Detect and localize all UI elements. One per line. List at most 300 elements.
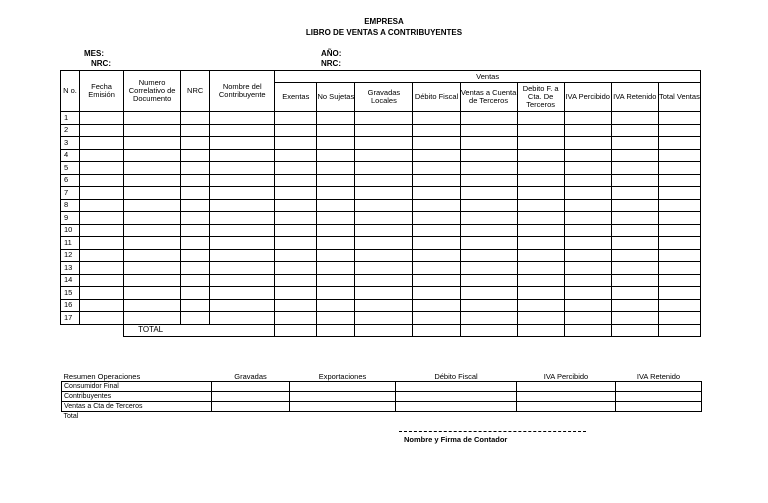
table-cell[interactable] — [275, 274, 317, 287]
total-cell[interactable] — [317, 324, 355, 337]
table-cell[interactable] — [611, 237, 658, 250]
sales-book-table — [60, 70, 701, 337]
table-cell[interactable] — [460, 224, 517, 237]
table-cell[interactable] — [275, 299, 317, 312]
summary-row-contribuyentes: Contribuyentes — [62, 392, 212, 402]
table-cell[interactable] — [413, 237, 460, 250]
table-cell[interactable] — [317, 212, 355, 225]
table-cell[interactable] — [413, 262, 460, 275]
table-cell[interactable] — [413, 224, 460, 237]
table-row — [61, 199, 701, 212]
col-ventas-terceros-header: Ventas a Cuenta de Terceros — [460, 83, 517, 112]
row-number: 11 — [61, 237, 80, 250]
table-cell[interactable] — [80, 312, 124, 325]
table-cell[interactable] — [658, 224, 700, 237]
table-cell[interactable] — [658, 137, 700, 150]
table-cell[interactable] — [317, 262, 355, 275]
table-cell[interactable] — [517, 312, 564, 325]
table-cell[interactable] — [80, 112, 124, 125]
table-cell[interactable] — [80, 237, 124, 250]
summary-cell[interactable] — [517, 382, 616, 392]
table-cell[interactable] — [210, 112, 275, 125]
table-cell[interactable] — [658, 187, 700, 200]
table-cell[interactable] — [317, 299, 355, 312]
table-cell[interactable] — [210, 174, 275, 187]
table-cell[interactable] — [210, 224, 275, 237]
table-cell[interactable] — [413, 187, 460, 200]
total-spacer — [80, 324, 124, 337]
table-cell[interactable] — [80, 174, 124, 187]
summary-cell[interactable] — [396, 392, 517, 402]
table-cell[interactable] — [124, 212, 181, 225]
summary-blank — [396, 412, 517, 422]
summary-cell[interactable] — [290, 382, 396, 392]
table-cell[interactable] — [181, 237, 210, 250]
table-cell[interactable] — [124, 112, 181, 125]
table-row — [61, 162, 701, 175]
table-cell[interactable] — [611, 137, 658, 150]
table-cell[interactable] — [355, 124, 413, 137]
table-cell[interactable] — [317, 162, 355, 175]
col-nombre-header: Nombre del Contribuyente — [210, 71, 275, 112]
table-cell[interactable] — [355, 237, 413, 250]
table-cell[interactable] — [460, 199, 517, 212]
table-cell[interactable] — [80, 124, 124, 137]
table-cell[interactable] — [460, 112, 517, 125]
table-cell[interactable] — [275, 124, 317, 137]
table-cell[interactable] — [124, 287, 181, 300]
table-row — [61, 124, 701, 137]
book-title: LIBRO DE VENTAS A CONTRIBUYENTES — [305, 28, 463, 37]
table-cell[interactable] — [658, 162, 700, 175]
table-cell[interactable] — [80, 274, 124, 287]
table-cell[interactable] — [124, 249, 181, 262]
table-cell[interactable] — [564, 224, 611, 237]
summary-cell[interactable] — [212, 402, 290, 412]
table-row — [61, 312, 701, 325]
col-no-sujetas-header: No Sujetas — [317, 83, 355, 112]
table-cell[interactable] — [517, 199, 564, 212]
table-cell[interactable] — [413, 112, 460, 125]
table-cell[interactable] — [658, 287, 700, 300]
table-cell[interactable] — [564, 262, 611, 275]
table-row — [61, 299, 701, 312]
table-cell[interactable] — [275, 262, 317, 275]
total-cell[interactable] — [460, 324, 517, 337]
table-cell[interactable] — [355, 262, 413, 275]
total-cell[interactable] — [611, 324, 658, 337]
col-nrc-header: NRC — [181, 71, 210, 112]
table-cell[interactable] — [658, 149, 700, 162]
table-cell[interactable] — [611, 174, 658, 187]
summary-row-terceros: Ventas a Cta de Terceros — [62, 402, 212, 412]
table-cell[interactable] — [611, 262, 658, 275]
table-row — [61, 212, 701, 225]
table-cell[interactable] — [611, 274, 658, 287]
table-cell[interactable] — [611, 224, 658, 237]
table-cell[interactable] — [413, 149, 460, 162]
table-cell[interactable] — [124, 237, 181, 250]
total-cell[interactable] — [564, 324, 611, 337]
table-cell[interactable] — [611, 112, 658, 125]
table-cell[interactable] — [181, 124, 210, 137]
table-cell[interactable] — [80, 199, 124, 212]
table-cell[interactable] — [80, 187, 124, 200]
table-cell[interactable] — [275, 187, 317, 200]
table-cell[interactable] — [413, 174, 460, 187]
table-cell[interactable] — [517, 212, 564, 225]
table-cell[interactable] — [317, 274, 355, 287]
row-number: 16 — [61, 299, 80, 312]
table-cell[interactable] — [517, 224, 564, 237]
table-cell[interactable] — [210, 212, 275, 225]
table-cell[interactable] — [80, 162, 124, 175]
table-cell[interactable] — [413, 199, 460, 212]
summary-col-resumen: Resumen Operaciones — [62, 372, 212, 382]
nrc-label-2: NRC: — [321, 59, 341, 68]
table-cell[interactable] — [210, 137, 275, 150]
table-cell[interactable] — [355, 199, 413, 212]
table-cell[interactable] — [460, 299, 517, 312]
table-cell[interactable] — [460, 237, 517, 250]
col-iva-percibido-header: IVA Percibido — [564, 83, 611, 112]
summary-blank — [212, 412, 290, 422]
table-cell[interactable] — [124, 162, 181, 175]
table-cell[interactable] — [564, 112, 611, 125]
row-number: 14 — [61, 274, 80, 287]
table-cell[interactable] — [517, 162, 564, 175]
table-cell[interactable] — [517, 124, 564, 137]
table-row — [61, 274, 701, 287]
table-cell[interactable] — [564, 187, 611, 200]
table-cell[interactable] — [355, 224, 413, 237]
table-cell[interactable] — [210, 312, 275, 325]
summary-col-iva-percibido: IVA Percibido — [517, 372, 616, 382]
row-number: 8 — [61, 199, 80, 212]
table-cell[interactable] — [564, 312, 611, 325]
row-number: 9 — [61, 212, 80, 225]
table-cell[interactable] — [611, 249, 658, 262]
table-cell[interactable] — [124, 149, 181, 162]
table-cell[interactable] — [210, 249, 275, 262]
table-cell[interactable] — [181, 287, 210, 300]
table-cell[interactable] — [517, 262, 564, 275]
table-cell[interactable] — [317, 124, 355, 137]
table-cell[interactable] — [517, 174, 564, 187]
table-cell[interactable] — [517, 112, 564, 125]
table-cell[interactable] — [413, 162, 460, 175]
table-cell[interactable] — [460, 124, 517, 137]
table-cell[interactable] — [275, 312, 317, 325]
table-cell[interactable] — [181, 262, 210, 275]
table-cell[interactable] — [658, 212, 700, 225]
table-row — [61, 112, 701, 125]
table-cell[interactable] — [517, 287, 564, 300]
table-cell[interactable] — [181, 174, 210, 187]
table-cell[interactable] — [460, 174, 517, 187]
table-cell[interactable] — [517, 299, 564, 312]
table-cell[interactable] — [80, 287, 124, 300]
table-cell[interactable] — [210, 262, 275, 275]
summary-blank — [290, 412, 396, 422]
table-cell[interactable] — [80, 149, 124, 162]
table-cell[interactable] — [124, 199, 181, 212]
summary-cell[interactable] — [290, 392, 396, 402]
table-cell[interactable] — [460, 274, 517, 287]
table-cell[interactable] — [210, 237, 275, 250]
table-cell[interactable] — [317, 287, 355, 300]
table-cell[interactable] — [181, 199, 210, 212]
table-cell[interactable] — [460, 249, 517, 262]
table-cell[interactable] — [181, 112, 210, 125]
table-cell[interactable] — [124, 262, 181, 275]
table-cell[interactable] — [460, 262, 517, 275]
table-cell[interactable] — [181, 212, 210, 225]
table-cell[interactable] — [317, 137, 355, 150]
row-number: 13 — [61, 262, 80, 275]
table-cell[interactable] — [355, 137, 413, 150]
table-cell[interactable] — [517, 187, 564, 200]
table-cell[interactable] — [413, 249, 460, 262]
table-cell[interactable] — [181, 249, 210, 262]
table-cell[interactable] — [181, 312, 210, 325]
table-cell[interactable] — [317, 174, 355, 187]
table-cell[interactable] — [611, 299, 658, 312]
summary-col-debito: Débito Fiscal — [396, 372, 517, 382]
table-cell[interactable] — [658, 124, 700, 137]
table-cell[interactable] — [317, 199, 355, 212]
table-cell[interactable] — [460, 162, 517, 175]
table-cell[interactable] — [611, 199, 658, 212]
table-cell[interactable] — [275, 237, 317, 250]
total-cell[interactable] — [355, 324, 413, 337]
row-number: 4 — [61, 149, 80, 162]
table-cell[interactable] — [564, 249, 611, 262]
table-cell[interactable] — [355, 187, 413, 200]
table-cell[interactable] — [181, 137, 210, 150]
table-cell[interactable] — [460, 287, 517, 300]
table-cell[interactable] — [210, 274, 275, 287]
table-cell[interactable] — [355, 149, 413, 162]
table-cell[interactable] — [275, 199, 317, 212]
table-cell[interactable] — [413, 274, 460, 287]
table-cell[interactable] — [413, 287, 460, 300]
table-cell[interactable] — [181, 149, 210, 162]
table-cell[interactable] — [124, 187, 181, 200]
table-cell[interactable] — [124, 312, 181, 325]
summary-cell[interactable] — [396, 402, 517, 412]
table-cell[interactable] — [517, 137, 564, 150]
table-cell[interactable] — [564, 124, 611, 137]
table-cell[interactable] — [124, 137, 181, 150]
table-cell[interactable] — [355, 162, 413, 175]
table-cell[interactable] — [275, 174, 317, 187]
table-cell[interactable] — [413, 299, 460, 312]
table-cell[interactable] — [124, 124, 181, 137]
table-cell[interactable] — [658, 174, 700, 187]
summary-cell[interactable] — [616, 382, 702, 392]
table-cell[interactable] — [517, 237, 564, 250]
summary-cell[interactable] — [212, 382, 290, 392]
row-number: 17 — [61, 312, 80, 325]
table-cell[interactable] — [564, 287, 611, 300]
summary-cell[interactable] — [396, 382, 517, 392]
total-spacer — [61, 324, 80, 337]
table-cell[interactable] — [124, 224, 181, 237]
table-cell[interactable] — [564, 199, 611, 212]
table-row — [61, 149, 701, 162]
table-cell[interactable] — [658, 249, 700, 262]
row-number: 5 — [61, 162, 80, 175]
table-cell[interactable] — [658, 274, 700, 287]
table-cell[interactable] — [611, 312, 658, 325]
table-cell[interactable] — [413, 137, 460, 150]
summary-cell[interactable] — [517, 392, 616, 402]
table-cell[interactable] — [658, 199, 700, 212]
table-cell[interactable] — [317, 249, 355, 262]
table-cell[interactable] — [124, 274, 181, 287]
table-cell[interactable] — [80, 249, 124, 262]
table-cell[interactable] — [181, 299, 210, 312]
table-cell[interactable] — [460, 137, 517, 150]
table-cell[interactable] — [611, 162, 658, 175]
table-cell[interactable] — [210, 299, 275, 312]
table-cell[interactable] — [80, 299, 124, 312]
table-cell[interactable] — [210, 199, 275, 212]
table-cell[interactable] — [80, 224, 124, 237]
table-cell[interactable] — [564, 274, 611, 287]
table-cell[interactable] — [564, 299, 611, 312]
total-cell[interactable] — [275, 324, 317, 337]
table-cell[interactable] — [355, 249, 413, 262]
table-cell[interactable] — [275, 112, 317, 125]
summary-cell[interactable] — [616, 402, 702, 412]
table-cell[interactable] — [611, 287, 658, 300]
table-cell[interactable] — [517, 149, 564, 162]
table-cell[interactable] — [413, 312, 460, 325]
table-cell[interactable] — [460, 212, 517, 225]
table-cell[interactable] — [317, 237, 355, 250]
signature-label: Nombre y Firma de Contador — [404, 435, 508, 444]
table-cell[interactable] — [275, 287, 317, 300]
summary-cell[interactable] — [212, 392, 290, 402]
table-cell[interactable] — [181, 187, 210, 200]
table-cell[interactable] — [355, 287, 413, 300]
total-cell[interactable] — [517, 324, 564, 337]
table-cell[interactable] — [317, 312, 355, 325]
table-cell[interactable] — [210, 149, 275, 162]
table-cell[interactable] — [317, 112, 355, 125]
col-fecha-header: Fecha Emisión — [80, 71, 124, 112]
table-cell[interactable] — [80, 262, 124, 275]
total-cell[interactable] — [658, 324, 700, 337]
table-row — [61, 137, 701, 150]
table-cell[interactable] — [611, 187, 658, 200]
table-cell[interactable] — [355, 312, 413, 325]
table-cell[interactable] — [80, 212, 124, 225]
col-exentas-header: Exentas — [275, 83, 317, 112]
table-cell[interactable] — [355, 212, 413, 225]
summary-col-exportaciones: Exportaciones — [290, 372, 396, 382]
table-cell[interactable] — [460, 149, 517, 162]
col-total-header: Total Ventas — [658, 83, 700, 112]
table-cell[interactable] — [564, 174, 611, 187]
table-cell[interactable] — [355, 174, 413, 187]
table-cell[interactable] — [658, 262, 700, 275]
table-cell[interactable] — [275, 212, 317, 225]
table-cell[interactable] — [355, 274, 413, 287]
table-cell[interactable] — [413, 124, 460, 137]
table-cell[interactable] — [210, 187, 275, 200]
table-cell[interactable] — [275, 224, 317, 237]
table-cell[interactable] — [658, 299, 700, 312]
summary-cell[interactable] — [290, 402, 396, 412]
table-cell[interactable] — [210, 162, 275, 175]
summary-blank — [616, 412, 702, 422]
table-cell[interactable] — [317, 224, 355, 237]
summary-cell[interactable] — [517, 402, 616, 412]
table-cell[interactable] — [210, 287, 275, 300]
table-cell[interactable] — [317, 149, 355, 162]
table-cell[interactable] — [124, 174, 181, 187]
table-row — [61, 174, 701, 187]
table-cell[interactable] — [611, 149, 658, 162]
table-cell[interactable] — [181, 162, 210, 175]
table-cell[interactable] — [658, 237, 700, 250]
row-number: 6 — [61, 174, 80, 187]
table-cell[interactable] — [460, 312, 517, 325]
row-number: 12 — [61, 249, 80, 262]
table-cell[interactable] — [275, 149, 317, 162]
col-debito-terceros-header: Debito F. a Cta. De Terceros — [517, 83, 564, 112]
summary-row-total: Total — [63, 413, 79, 420]
table-cell[interactable] — [210, 124, 275, 137]
table-cell[interactable] — [355, 112, 413, 125]
table-cell[interactable] — [564, 162, 611, 175]
table-cell[interactable] — [460, 187, 517, 200]
row-number: 7 — [61, 187, 80, 200]
table-cell[interactable] — [275, 137, 317, 150]
table-cell[interactable] — [80, 137, 124, 150]
table-cell[interactable] — [317, 187, 355, 200]
table-cell[interactable] — [611, 212, 658, 225]
table-cell[interactable] — [658, 112, 700, 125]
ventas-group-header: Ventas — [275, 71, 701, 83]
col-no-header: N o. — [61, 71, 80, 112]
table-cell[interactable] — [658, 312, 700, 325]
table-cell[interactable] — [564, 149, 611, 162]
table-cell[interactable] — [564, 237, 611, 250]
table-cell[interactable] — [275, 162, 317, 175]
table-cell[interactable] — [517, 249, 564, 262]
mes-label: MES: — [84, 49, 104, 58]
table-cell[interactable] — [564, 137, 611, 150]
table-cell[interactable] — [181, 224, 210, 237]
col-debito-header: Débito Fiscal — [413, 83, 460, 112]
table-cell[interactable] — [275, 249, 317, 262]
table-cell[interactable] — [611, 124, 658, 137]
table-cell[interactable] — [564, 212, 611, 225]
total-cell[interactable] — [413, 324, 460, 337]
total-label: TOTAL — [124, 324, 275, 337]
table-cell[interactable] — [355, 299, 413, 312]
table-cell[interactable] — [517, 274, 564, 287]
table-cell[interactable] — [413, 212, 460, 225]
summary-col-gravadas: Gravadas — [212, 372, 290, 382]
table-cell[interactable] — [181, 274, 210, 287]
table-cell[interactable] — [124, 299, 181, 312]
summary-cell[interactable] — [616, 392, 702, 402]
